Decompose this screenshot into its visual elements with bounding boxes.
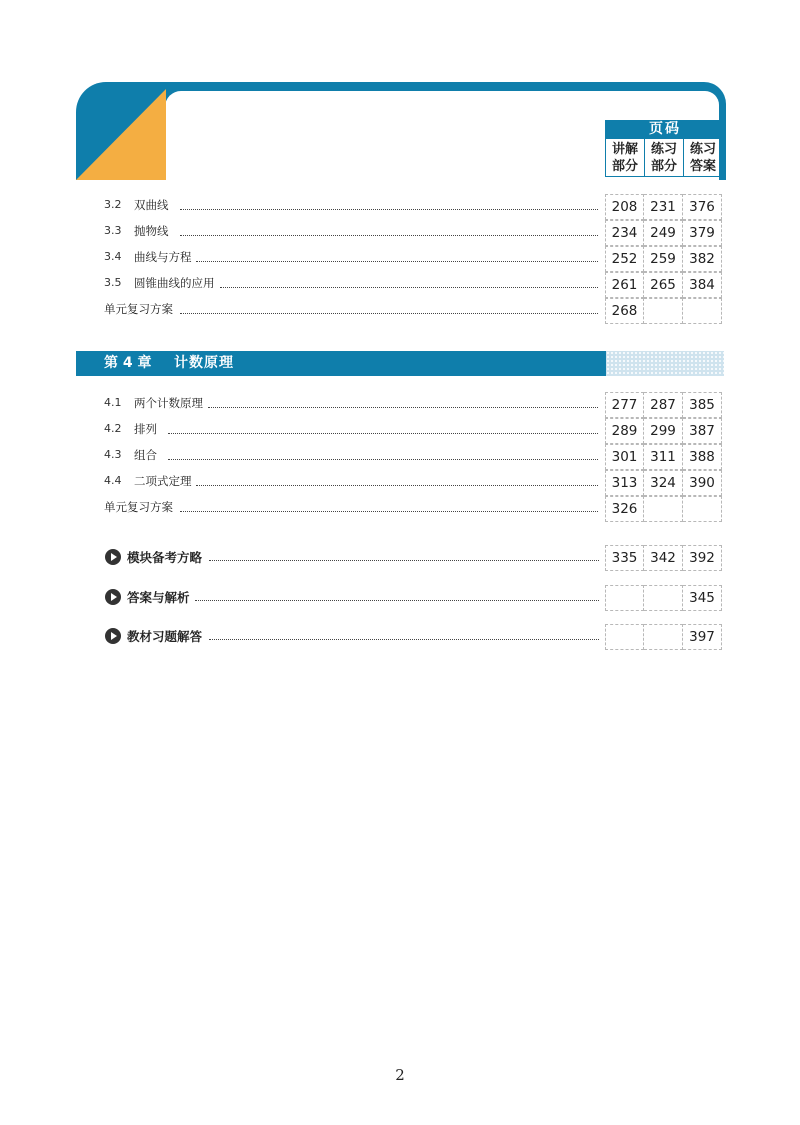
section-title: 单元复习方案 (104, 500, 173, 514)
toc-row[interactable] (104, 444, 724, 470)
page-answer: 379 (683, 220, 722, 246)
page-exercise (644, 585, 683, 611)
page-answer: 384 (683, 272, 722, 298)
chapter-title: 计数原理 (174, 355, 234, 371)
section-title: 二项式定理 (134, 474, 192, 488)
module-row[interactable] (105, 624, 725, 650)
toc-row[interactable] (104, 418, 724, 444)
arrow-right-icon (105, 628, 121, 644)
toc-row[interactable] (104, 470, 724, 496)
section-title: 曲线与方程 (134, 250, 192, 264)
page-answer: 382 (683, 246, 722, 272)
page-lecture (605, 624, 644, 650)
section-number: 4.2 (104, 422, 122, 435)
section-title: 抛物线 (134, 224, 169, 238)
leader-dots (168, 459, 598, 460)
arrow-right-icon (105, 589, 121, 605)
leader-dots (208, 407, 598, 408)
page-exercise: 265 (644, 272, 683, 298)
page-exercise (644, 624, 683, 650)
page-lecture: 326 (605, 496, 644, 522)
leader-dots (168, 433, 598, 434)
toc-row[interactable] (104, 392, 724, 418)
page-lecture: 277 (605, 392, 644, 418)
page-lecture: 208 (605, 194, 644, 220)
leader-dots (195, 600, 599, 601)
section-number: 3.5 (104, 276, 122, 289)
module-row[interactable] (105, 585, 725, 611)
page-answer (683, 298, 722, 324)
module-title: 模块备考方略 (127, 550, 203, 565)
page-lecture: 252 (605, 246, 644, 272)
arrow-right-icon (105, 549, 121, 565)
leader-dots (180, 511, 598, 512)
page-number: 2 (395, 1066, 405, 1084)
leader-dots (209, 560, 599, 561)
leader-dots (180, 235, 598, 236)
page-answer: 397 (683, 624, 722, 650)
column-answers-line2: 答案 (689, 159, 716, 174)
section-number: 3.4 (104, 250, 122, 263)
page-answer: 345 (683, 585, 722, 611)
page-exercise (644, 496, 683, 522)
page-exercise (644, 298, 683, 324)
module-title: 答案与解析 (127, 590, 190, 605)
section-title: 排列 (134, 422, 157, 436)
page-lecture: 268 (605, 298, 644, 324)
page-answer: 385 (683, 392, 722, 418)
module-title: 教材习题解答 (127, 629, 203, 644)
page-answer: 390 (683, 470, 722, 496)
page-answer (683, 496, 722, 522)
leader-dots (220, 287, 598, 288)
page-exercise: 249 (644, 220, 683, 246)
page-lecture: 289 (605, 418, 644, 444)
toc-row[interactable] (104, 246, 724, 272)
leader-dots (209, 639, 599, 640)
toc-row[interactable] (104, 496, 724, 522)
toc-row[interactable] (104, 194, 724, 220)
section-number: 3.2 (104, 198, 122, 211)
page-answer: 392 (683, 545, 722, 571)
page-answer: 376 (683, 194, 722, 220)
chapter-heading[interactable] (76, 351, 606, 376)
module-row[interactable] (105, 545, 725, 571)
page-exercise: 231 (644, 194, 683, 220)
chapter-label: 第 4 章 (104, 355, 152, 371)
column-answers-line1: 练习 (689, 142, 716, 157)
column-lecture (606, 139, 645, 177)
toc-row[interactable] (104, 220, 724, 246)
page-exercise: 342 (644, 545, 683, 571)
column-answers (684, 139, 723, 177)
page-lecture: 313 (605, 470, 644, 496)
page-answer: 388 (683, 444, 722, 470)
leader-dots (180, 209, 598, 210)
page-answer: 387 (683, 418, 722, 444)
toc-row[interactable] (104, 298, 724, 324)
column-exercise (645, 139, 684, 177)
leader-dots (196, 485, 598, 486)
header-corner-graphic (76, 89, 166, 180)
section-number: 4.4 (104, 474, 122, 487)
toc-row[interactable] (104, 272, 724, 298)
page-lecture: 335 (605, 545, 644, 571)
leader-dots (180, 313, 598, 314)
section-title: 组合 (134, 448, 157, 462)
section-title: 单元复习方案 (104, 302, 173, 316)
column-lecture-line1: 讲解 (611, 142, 638, 157)
section-number: 4.3 (104, 448, 122, 461)
section-title: 两个计数原理 (134, 396, 203, 410)
page-exercise: 259 (644, 246, 683, 272)
section-title: 圆锥曲线的应用 (134, 276, 215, 290)
page-lecture: 301 (605, 444, 644, 470)
section-number: 4.1 (104, 396, 122, 409)
page-column-title: 页码 (605, 120, 725, 139)
chapter-pattern (606, 351, 724, 376)
page-lecture: 261 (605, 272, 644, 298)
column-lecture-line2: 部分 (611, 159, 638, 174)
section-number: 3.3 (104, 224, 122, 237)
page-exercise: 299 (644, 418, 683, 444)
page-lecture (605, 585, 644, 611)
section-title: 双曲线 (134, 198, 169, 212)
leader-dots (196, 261, 598, 262)
column-exercise-line1: 练习 (650, 142, 677, 157)
page-exercise: 287 (644, 392, 683, 418)
page-column-header (605, 120, 725, 177)
page-lecture: 234 (605, 220, 644, 246)
page-exercise: 324 (644, 470, 683, 496)
page-exercise: 311 (644, 444, 683, 470)
column-exercise-line2: 部分 (650, 159, 677, 174)
